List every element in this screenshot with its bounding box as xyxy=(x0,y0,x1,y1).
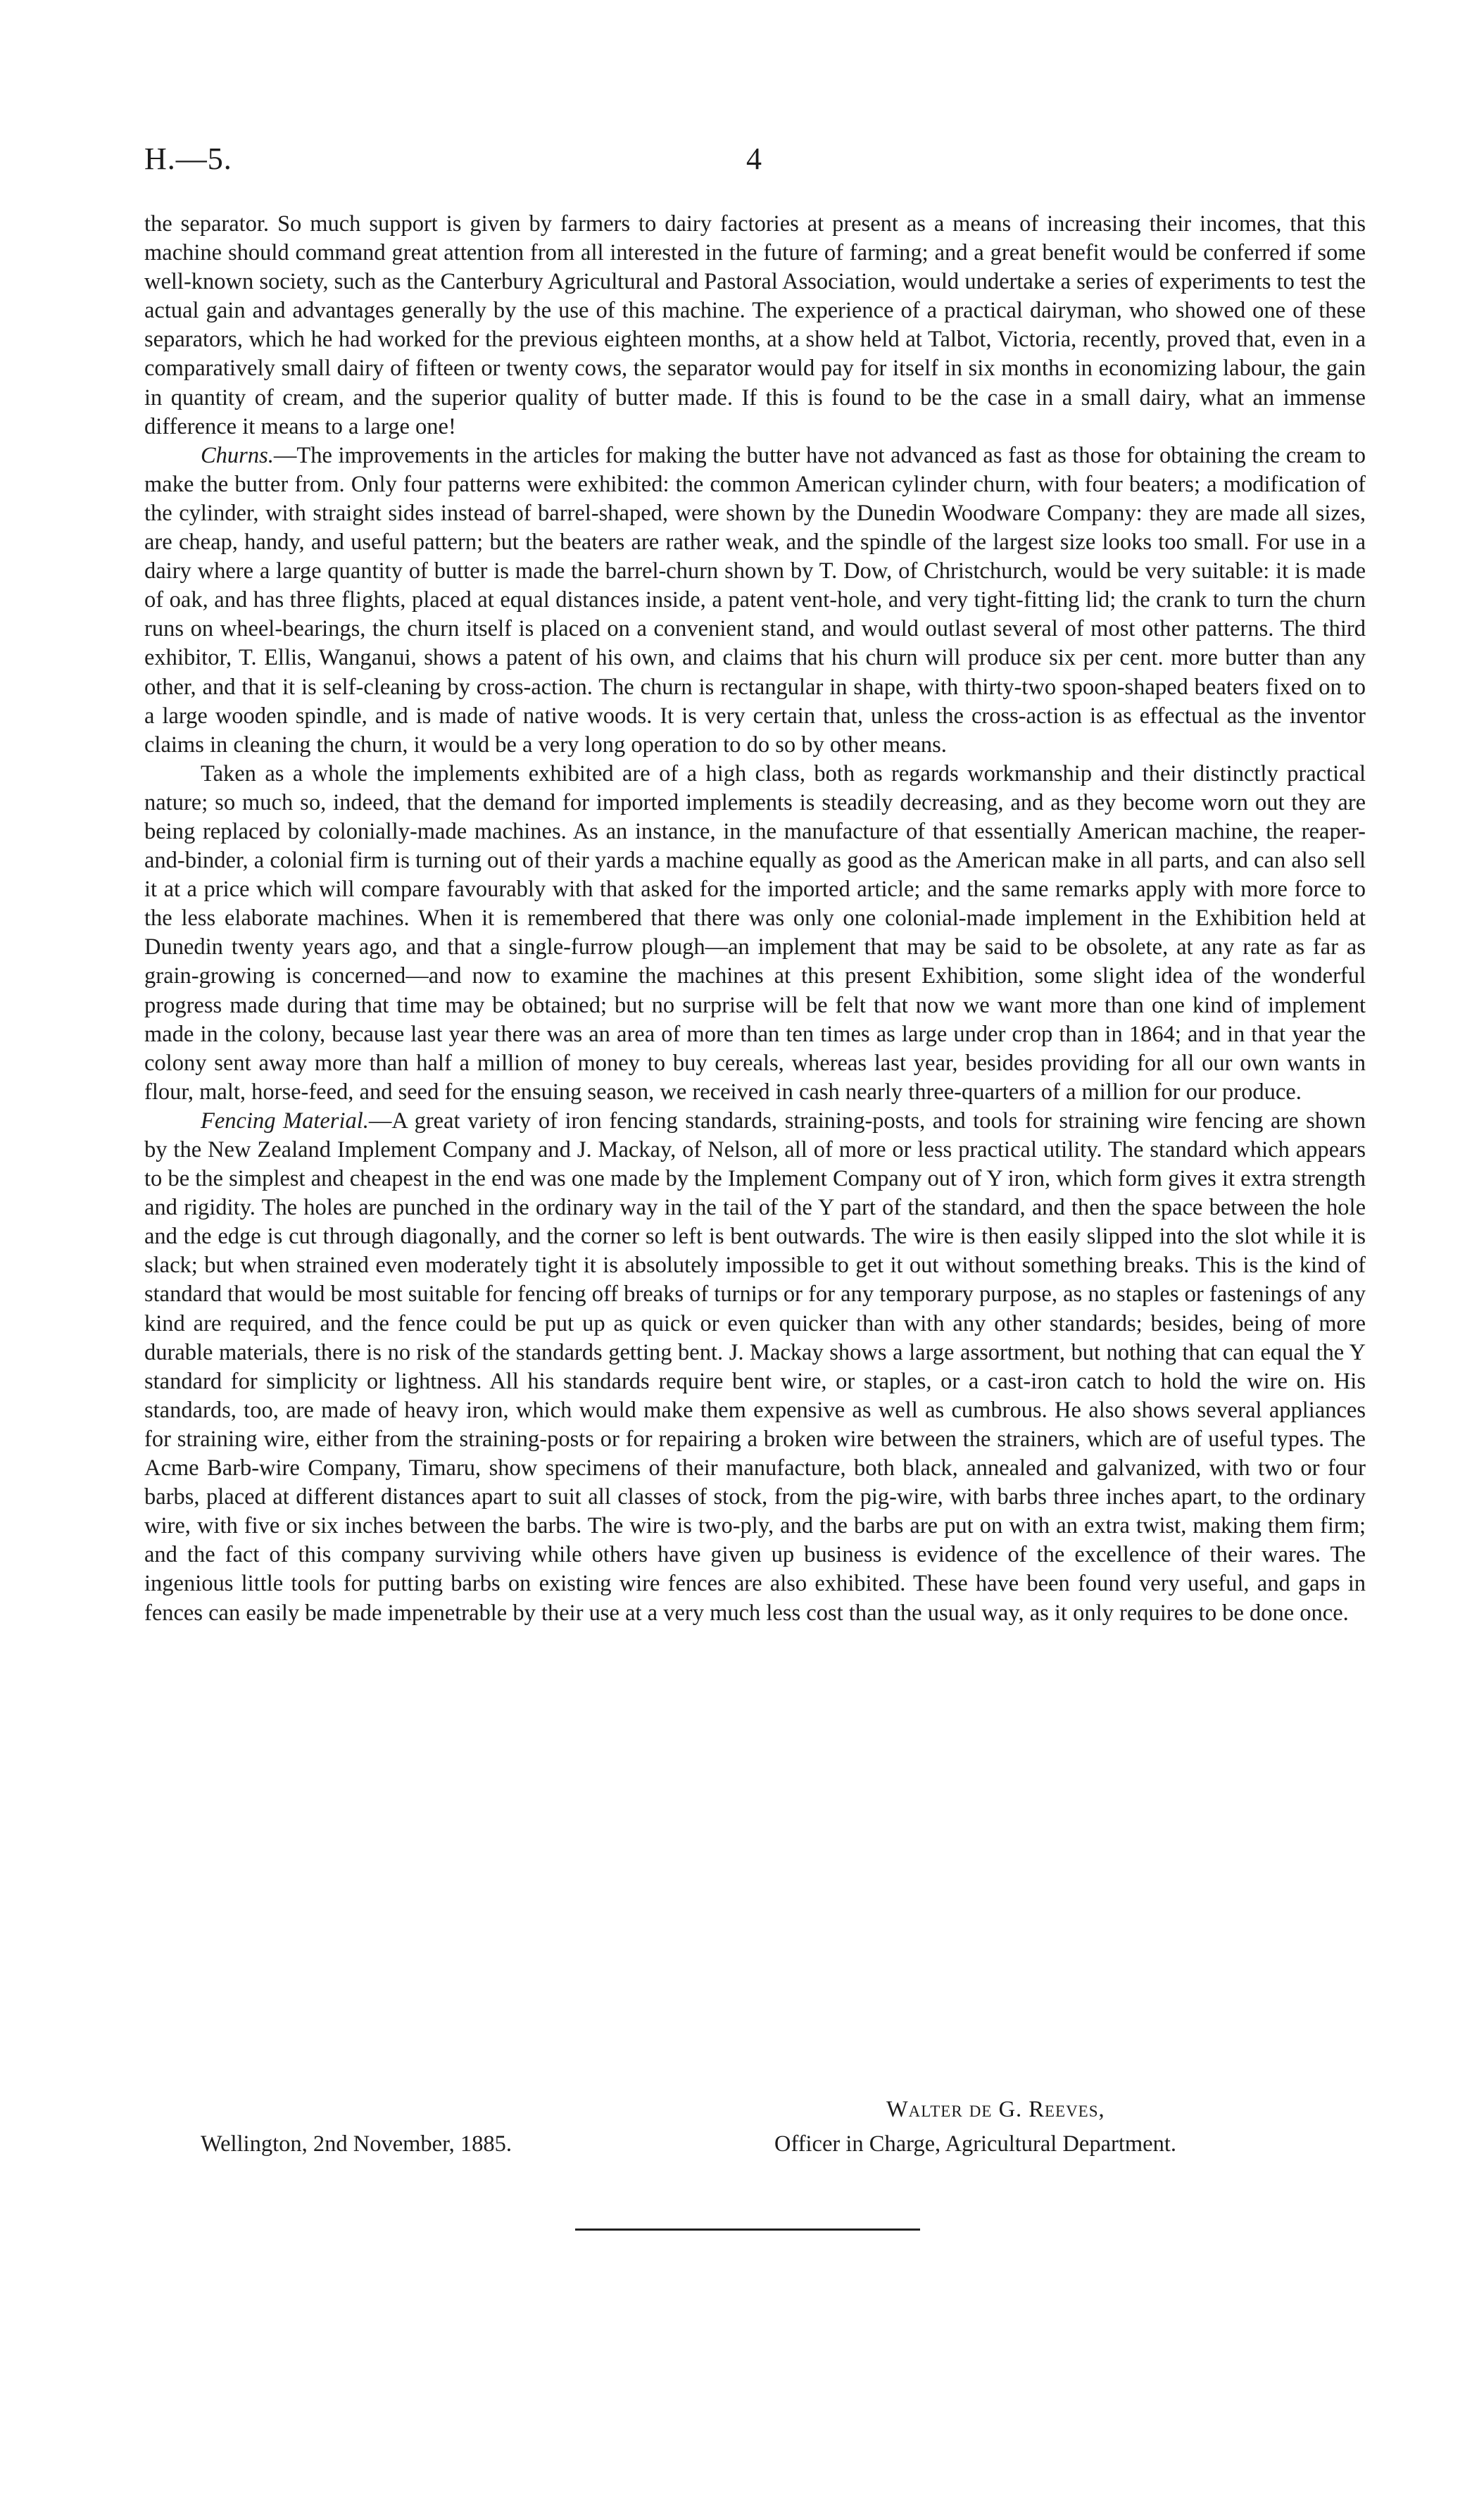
paragraph-churns xyxy=(144,441,1366,760)
document-reference: H.—5. xyxy=(144,142,232,176)
closing-rule xyxy=(575,2228,920,2231)
page-number: 4 xyxy=(746,142,762,176)
paragraph-fencing xyxy=(144,1107,1366,1628)
paragraph-fencing-text: —A great variety of iron fencing standards, straining-posts, and tools for straining wire fencing are shown by the New Zealand Implement Company and J. Mackay, of Nelson, all of more or less practical utility. The standard which appears to be the simplest and cheapest in the end was one made by the Implement Company out of Y iron, which form gives it extra strength and rigidity. The holes are punched in the ordinary way in the tail of the Y part of the standard, and then the space between the hole and the edge is cut through diagonally, and the corner so left is bent outwards. The wire is then easily slipped into the slot while it is slack; but when strained even moderately tight it is absolutely impossible to get it out without something breaks. This is the kind of standard that would be most suitable for fencing off breaks of turnips or for any temporary purpose, as no staples or fastenings of any kind are required, and the fence could be put up as quick or even quicker than with any other standards; besides, being of more durable materials, there is no risk of the standards getting bent. J. Mackay shows a large assortment, but nothing that can equal the Y standard for simplicity or lightness. All his standards require bent wire, or staples, or a cast-iron catch to hold the wire on. His standards, too, are made of heavy iron, which would make them expensive as well as cumbrous. He also shows several appliances for straining wire, either from the straining-posts or for repairing a broken wire between the strainers, which are of useful types. The Acme Barb-wire Company, Timaru, show specimens of their manufacture, both black, annealed and galvanized, with two or four barbs, placed at different distances apart to suit all classes of stock, from the pig-wire, with barbs three inches apart, to the ordinary wire, with five or six inches between the barbs. The wire is two-ply, and the barbs are put on with an extra twist, making them firm; and the fact of this company surviving while others have given up business is evidence of the excellence of their wares. The ingenious little tools for putting barbs on existing wire fences are also exhibited. These have been found very useful, and gaps in fences can easily be made impenetrable by their use at a very much less cost than the usual way, as it only requires to be done once. xyxy=(144,1108,1366,1626)
officer-title: Officer in Charge, Agricultural Department. xyxy=(774,2131,1176,2157)
subheading-fencing: Fencing Material. xyxy=(201,1108,369,1134)
dateline: Wellington, 2nd November, 1885. xyxy=(201,2131,512,2157)
paragraph-implements: Taken as a whole the implements exhibited are of a high class, both as regards workmanship and their distinctly practical nature; so much so, indeed, that the demand for imported implements is steadily decreasing, and as they become worn out they are being replaced by colonially-made machines. As an instance, in the manufacture of that essentially American machine, the reaper-and-binder, a colonial firm is turning out of their yards a machine equally as good as the American make in all parts, and can also sell it at a price which will compare favourably with that asked for the imported article; and the same remarks apply with more force to the less elaborate machines. When it is remembered that there was only one colonial-made implement in the Exhibition held at Dunedin twenty years ago, and that a single-furrow plough—an implement that may be said to be obsolete, at any rate as far as grain-growing is concerned—and now to examine the machines at this present Exhibition, some slight idea of the wonderful progress made during that time may be obtained; but no surprise will be felt that now we want more than one kind of implement made in the colony, because last year there was an area of more than ten times as large under crop than in 1864; and in that year the colony sent away more than half a million of money to buy cereals, whereas last year, besides providing for all our own wants in flour, malt, horse-feed, and seed for the ensuing season, we received in cash nearly three-quarters of a million for our produce. xyxy=(144,760,1366,1105)
paragraph-separator: the separator. So much support is given by farmers to dairy factories at present as a means of increasing their incomes, that this machine should command great attention from all interested in the future of farming; and a great benefit would be conferred if some well-known society, such as the Canterbury Agricultural and Pastoral Association, would undertake a series of experiments to test the actual gain and advantages generally by the use of this machine. The experience of a practical dairyman, who showed one of these separators, which he had worked for the previous eighteen months, at a show held at Talbot, Victoria, recently, proved that, even in a comparatively small dairy of fifteen or twenty cows, the separator would pay for itself in six months in economizing labour, the gain in quantity of cream, and the superior quality of butter made. If this is found to be the case in a small dairy, what an immense difference it means to a large one! xyxy=(144,211,1366,439)
paragraph-churns-text: —The improvements in the articles for making the butter have not advanced as fast as those for obtaining the cream to make the butter from. Only four patterns were exhibited: the common American cylinder churn, with four beaters; a modification of the cylinder, with straight sides instead of barrel-shaped, were shown by the Dunedin Woodware Company: they are made all sizes, are cheap, handy, and useful pattern; but the beaters are rather weak, and the spindle of the largest size looks too small. For use in a dairy where a large quantity of butter is made the barrel-churn shown by T. Dow, of Christchurch, would be very suitable: it is made of oak, and has three flights, placed at equal distances inside, a patent vent-hole, and very tight-fitting lid; the crank to turn the churn runs on wheel-bearings, the churn itself is placed on a convenient stand, and would outlast several of most other patterns. The third exhibitor, T. Ellis, Wanganui, shows a patent of his own, and claims that his churn will produce six per cent. more butter than any other, and that it is self-cleaning by cross-action. The churn is rectangular in shape, with thirty-two spoon-shaped beaters fixed on to a large wooden spindle, and is made of native woods. It is very certain that, unless the cross-action is as effectual as the inventor claims in cleaning the churn, it would be a very long operation to do so by other means. xyxy=(144,442,1366,758)
signature: Walter de G. Reeves, xyxy=(886,2097,1105,2122)
subheading-churns: Churns. xyxy=(201,442,274,468)
body-text xyxy=(144,210,1366,1628)
